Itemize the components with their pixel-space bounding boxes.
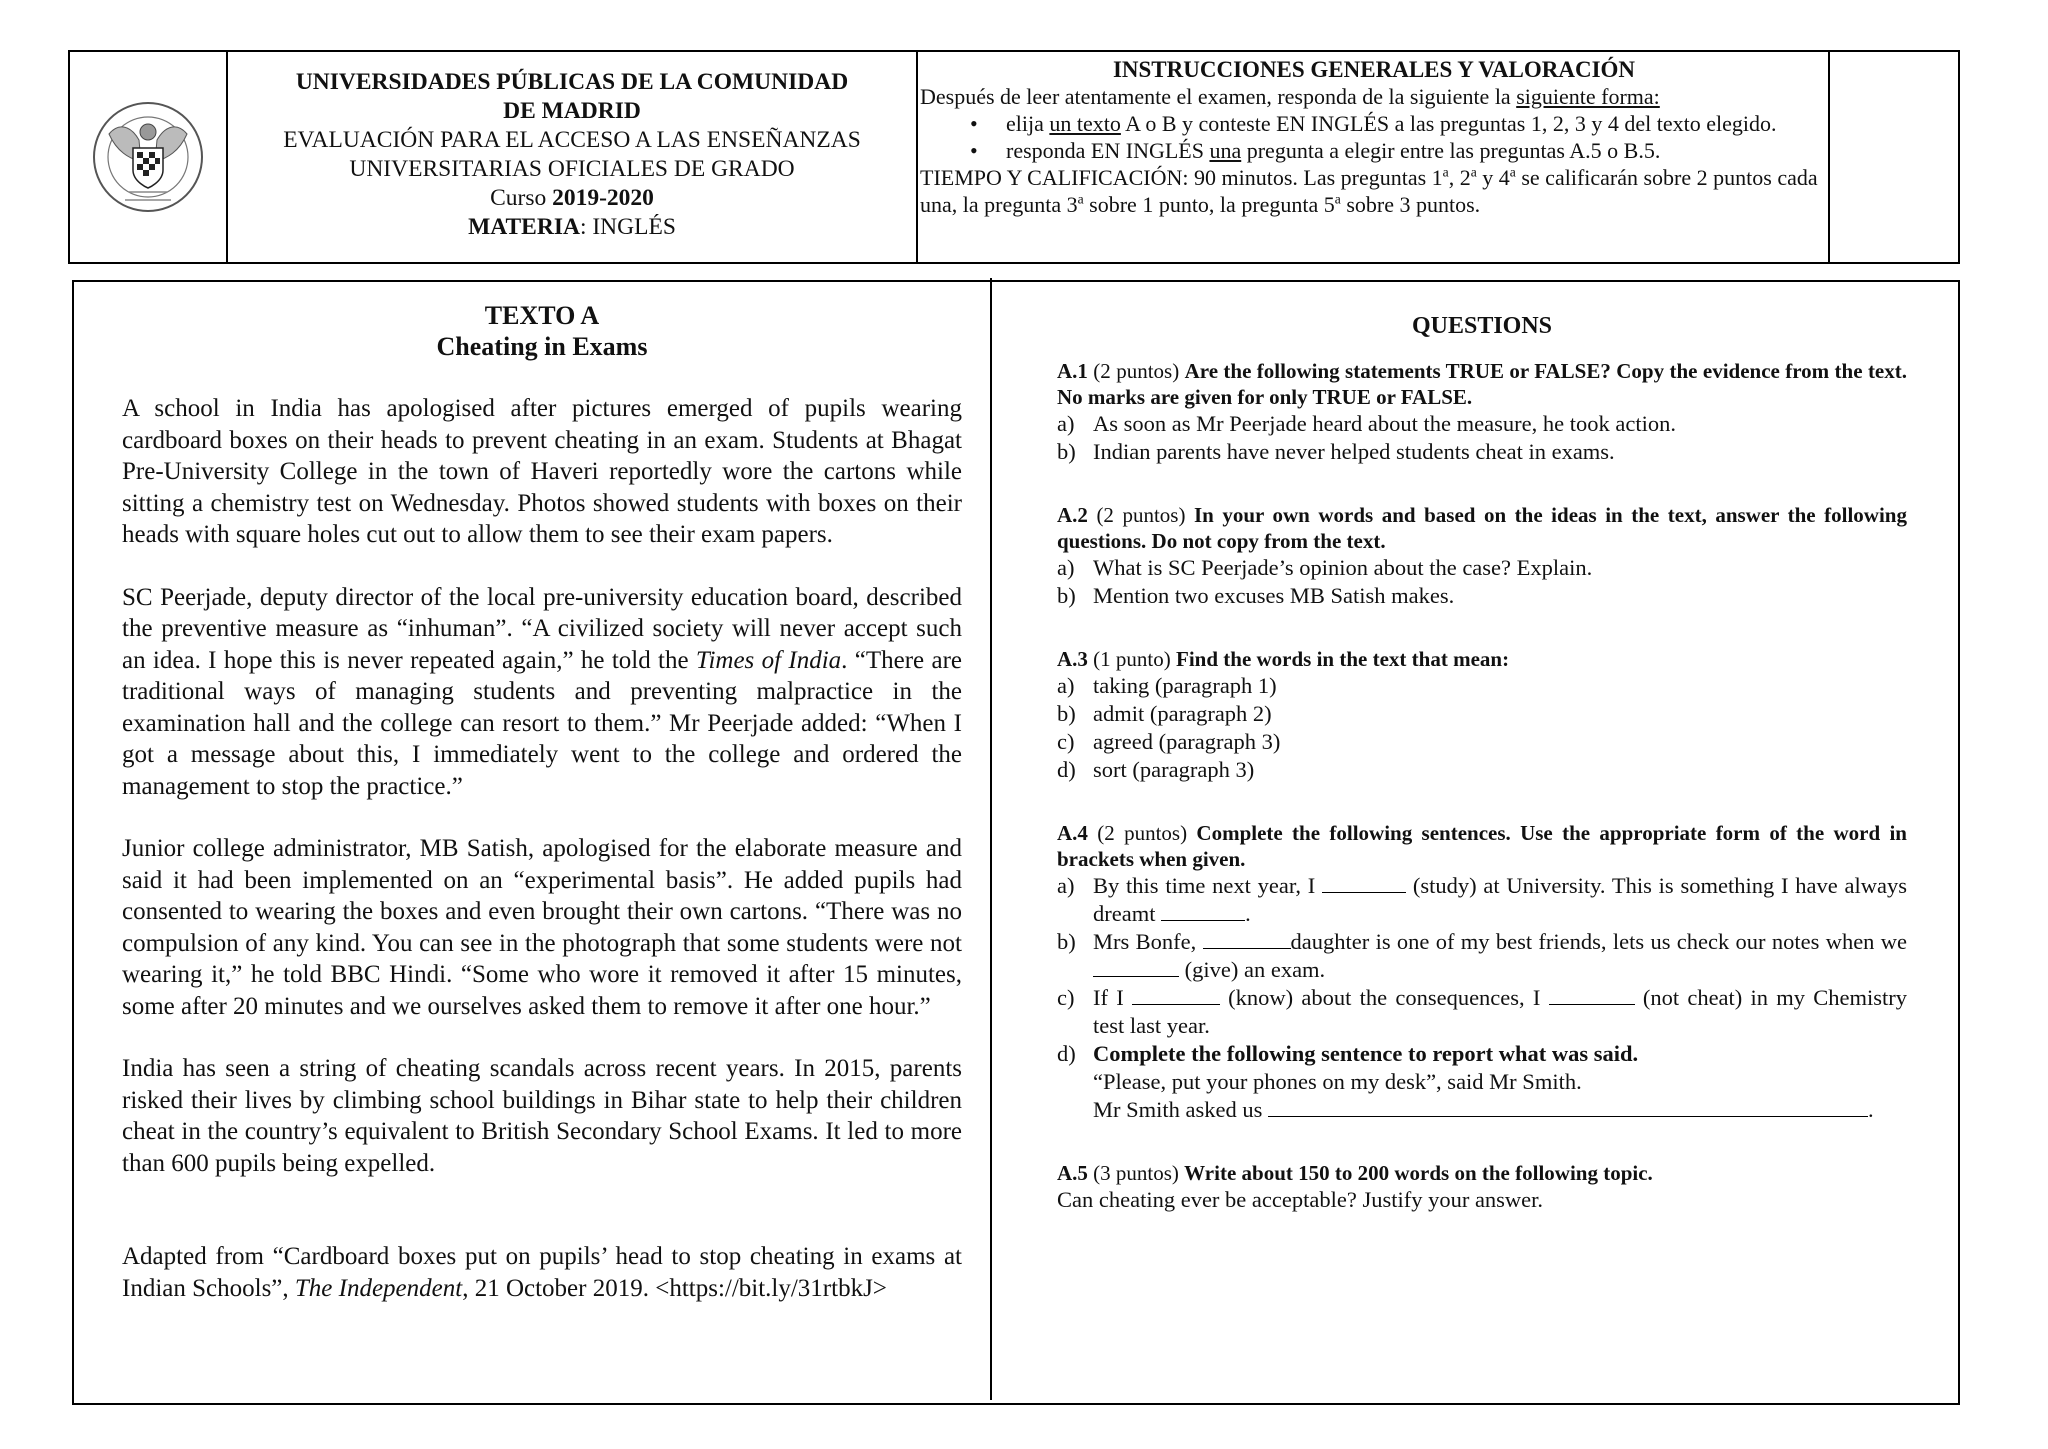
text-source: Adapted from “Cardboard boxes put on pupils’ head to stop cheating in exams at Indian Schools”, The Independent, 21 October 2019. <https://bit.ly/31rtbkJ> — [122, 1243, 962, 1302]
question-a1-items — [1057, 410, 1907, 466]
instructions-box — [918, 52, 1830, 262]
question-a4-item-a: a) By this time next year, I (study) at University. This is something I have always dreamt . — [1057, 873, 1907, 926]
column-divider — [990, 278, 992, 1400]
question-a3-item-c: c) agreed (paragraph 3) — [1057, 729, 1281, 754]
header-empty-cell — [1830, 52, 1958, 262]
question-a1-instruction: A.1 (2 puntos) Are the following statements TRUE or FALSE? Copy the evidence from the text. No marks are given for only TRUE or FALSE. — [1057, 359, 1907, 409]
text-heading: TEXTO A — [484, 301, 600, 330]
question-a2-item-b: b) Mention two excuses MB Satish makes. — [1057, 583, 1455, 608]
answer-blank — [1093, 956, 1179, 977]
exam-header — [68, 50, 1960, 264]
reported-speech-quote: “Please, put your phones on my desk”, said Mr Smith. — [1093, 1069, 1582, 1094]
answer-blank — [1322, 872, 1406, 893]
question-a5-instruction: A.5 (3 puntos) Write about 150 to 200 words on the following topic. — [1057, 1161, 1653, 1185]
university-name-line1: UNIVERSIDADES PÚBLICAS DE LA COMUNIDAD — [295, 69, 849, 95]
course-year: Curso 2019-2020 — [490, 185, 654, 211]
answer-blank — [1203, 928, 1291, 949]
answer-blank — [1161, 900, 1245, 921]
subject: MATERIA: INGLÉS — [468, 214, 676, 240]
university-seal-cell — [70, 52, 228, 262]
instructions-intro: Después de leer atentamente el examen, responda de la siguiente la siguiente forma: — [920, 84, 1660, 109]
question-a3-items — [1057, 672, 1907, 784]
university-info — [228, 52, 918, 262]
question-a3-item-b: b) admit (paragraph 2) — [1057, 701, 1272, 726]
question-a2-instruction: A.2 (2 puntos) In your own words and based on the ideas in the text, answer the following questions. Do not copy from the text. — [1057, 503, 1907, 553]
answer-blank — [1132, 984, 1220, 1005]
paragraph-3: Junior college administrator, MB Satish, apologised for the elaborate measure and said it had been implemented on an “experimental basis”. He added pupils had consented to wearing the boxes and even brought their own cartons. “There was no compulsion of any kind. You can see in the photograph that some students were not wearing it,” he told BBC Hindi. “Some who wore it removed it after 15 minutes, some after 20 minutes and we ourselves asked them to remove it after one hour.” — [122, 835, 962, 1020]
exam-name-line1: EVALUACIÓN PARA EL ACCESO A LAS ENSEÑANZAS — [283, 127, 861, 153]
time-and-grading: TIEMPO Y CALIFICACIÓN: 90 minutos. Las preguntas 1$^a$, 2$^a$ y 4$^a$ se calificarán sobre 2 puntos cada una, la pregunta 3$^a$ sobre 1 punto, la pregunta 5$^a$ sobre 3 puntos. — [920, 164, 1818, 217]
answer-blank — [1549, 984, 1635, 1005]
instructions-title: INSTRUCCIONES GENERALES Y VALORACIÓN — [1112, 57, 1636, 82]
paragraph-1: A school in India has apologised after pictures emerged of pupils wearing cardboard boxes on their heads to prevent cheating in an exam. Students at Bhagat Pre-University College in the town of Haveri reportedly wore the cartons while sitting a chemistry test on Wednesday. Photos showed students with boxes on their heads with square holes cut out to allow them to see their exam papers. — [122, 395, 962, 548]
question-a2-item-a: a) What is SC Peerjade’s opinion about the case? Explain. — [1057, 555, 1593, 580]
questions-heading: QUESTIONS — [1411, 313, 1553, 339]
exam-name-line2: UNIVERSITARIAS OFICIALES DE GRADO — [349, 156, 795, 182]
question-a5-topic: Can cheating ever be acceptable? Justify your answer. — [1057, 1187, 1544, 1212]
question-a3-instruction: A.3 (1 punto) Find the words in the text that mean: — [1057, 647, 1510, 671]
question-a2-items — [1057, 554, 1907, 610]
question-a3-item-a: a) taking (paragraph 1) — [1057, 673, 1277, 698]
instructions-list — [920, 110, 1828, 164]
question-a4-instruction: A.4 (2 puntos) Complete the following sentences. Use the appropriate form of the word in brackets when given. — [1057, 821, 1907, 871]
question-a1-item-a: a) As soon as Mr Peerjade heard about the measure, he took action. — [1057, 411, 1676, 436]
question-a3-item-d: d) sort (paragraph 3) — [1057, 757, 1255, 782]
questions-column — [1057, 300, 1907, 1214]
question-a1-item-b: b) Indian parents have never helped students cheat in exams. — [1057, 439, 1615, 464]
university-name-line2: DE MADRID — [503, 98, 641, 124]
university-seal-logo — [89, 82, 207, 232]
instruction-item-2: • responda EN INGLÉS una pregunta a elegir entre las preguntas A.5 o B.5. — [970, 137, 1828, 164]
question-a4-items — [1057, 872, 1907, 1124]
question-a4-item-b: b) Mrs Bonfe, daughter is one of my best friends, lets us check our notes when we (give) an exam. — [1057, 929, 1907, 982]
text-title: Cheating in Exams — [436, 332, 648, 361]
question-a4-item-d: d) Complete the following sentence to report what was said. “Please, put your phones on my desk”, said Mr Smith. Mr Smith asked us . — [1057, 1041, 1874, 1122]
paragraph-2: SC Peerjade, deputy director of the local pre-university education board, described the preventive measure as “inhuman”. “A civilized society will never accept such an idea. I hope this is never repeated again,” he told the Times of India. “There are traditional ways of managing students and preventing malpractice in the examination hall and the college can resort to them.” Mr Peerjade added: “When I got a message about this, I immediately went to the college and ordered the management to stop the practice.” — [122, 583, 962, 800]
reading-text-column — [122, 300, 962, 1304]
answer-blank — [1268, 1096, 1868, 1117]
question-a4-item-c: c) If I (know) about the consequences, I (not cheat) in my Chemistry test last year. — [1057, 985, 1907, 1038]
paragraph-4: India has seen a string of cheating scandals across recent years. In 2015, parents risked their lives by climbing school buildings in Bihar state to help their children cheat in the country’s equivalent to British Secondary School Exams. It led to more than 600 pupils being expelled. — [122, 1055, 962, 1177]
instruction-item-1: • elija un texto A o B y conteste EN INGLÉS a las preguntas 1, 2, 3 y 4 del texto elegido. — [970, 110, 1828, 137]
